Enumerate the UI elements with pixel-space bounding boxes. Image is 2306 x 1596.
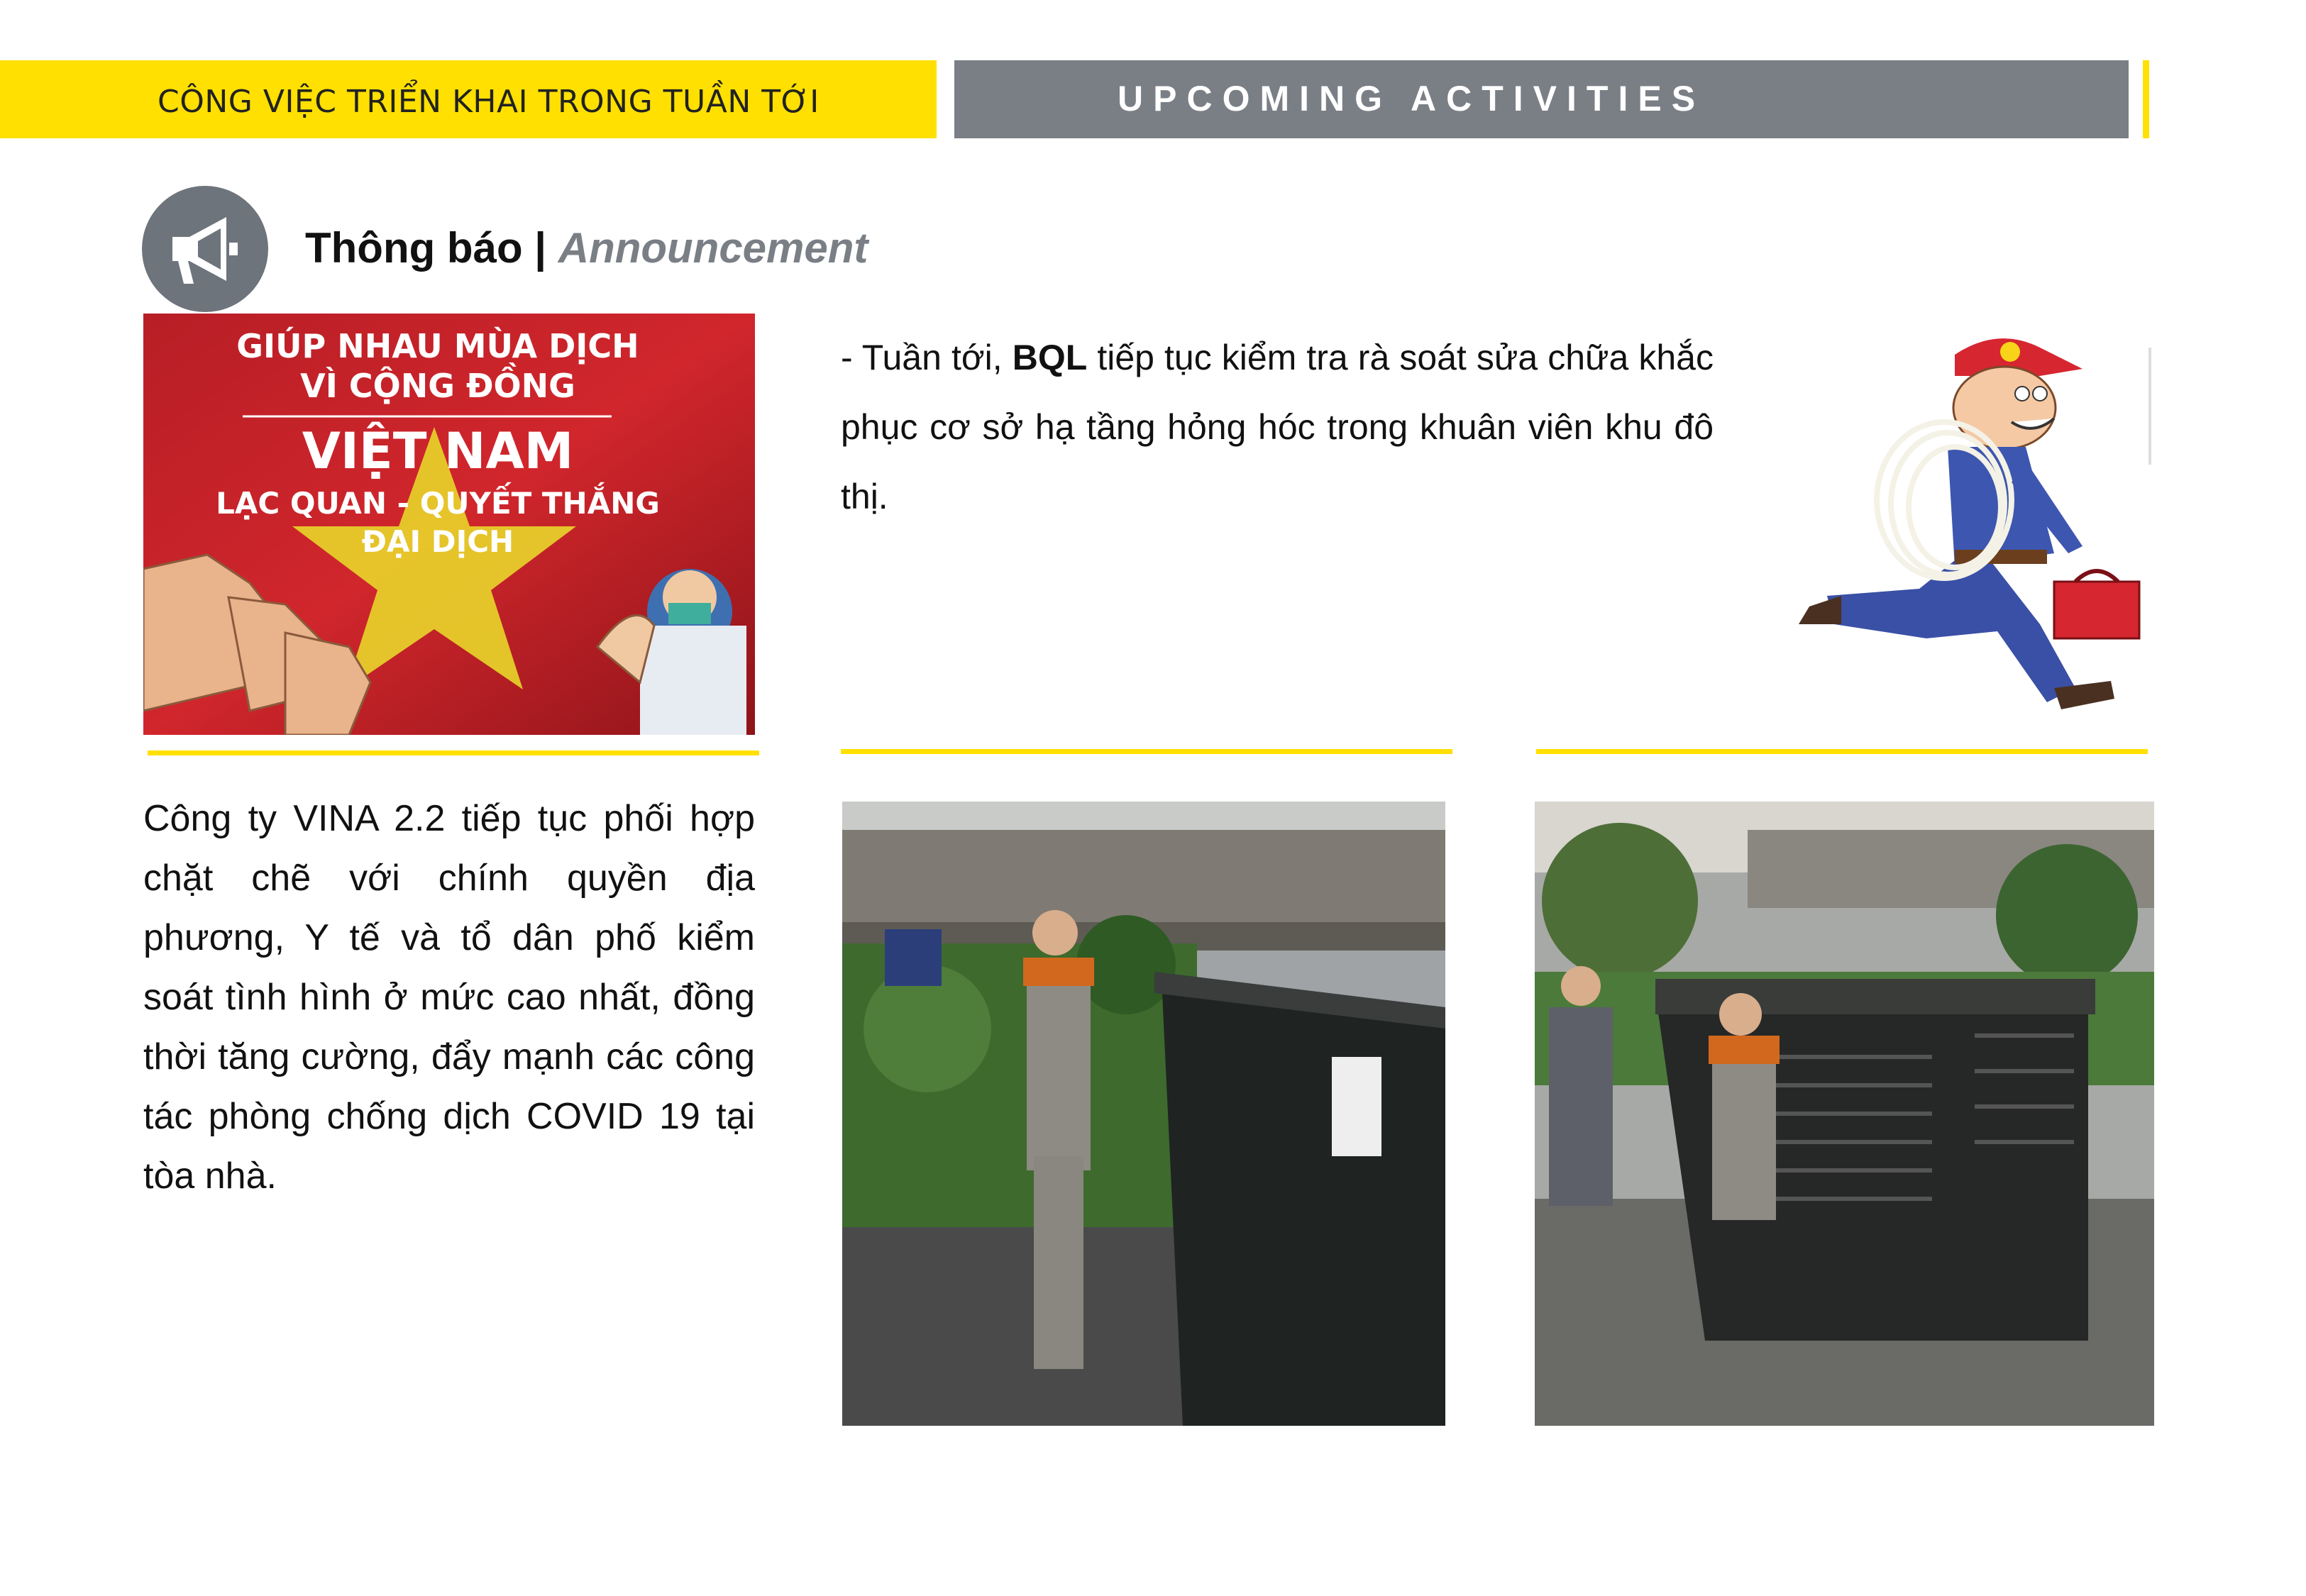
- header-left-title: CÔNG VIỆC TRIỂN KHAI TRONG TUẦN TỚI: [158, 84, 820, 120]
- header-accent-tick: [2143, 60, 2149, 138]
- worker-cartoon-image: [1742, 326, 2153, 738]
- megaphone-icon: [142, 186, 268, 312]
- company-text: Công ty VINA 2.2 tiếp tục phối hợp chặt chẽ với chính quyền địa phương, Y tế và tổ dân phố kiểm soát tình hình ở mức cao nhất, đồng thời tăng cường, đẩy mạnh các công tác phòng chống dịch COVID 19 tại tòa nhà.: [143, 798, 755, 1197]
- separator-right: [1536, 749, 2148, 754]
- notice-prefix: - Tuần tới,: [841, 338, 1013, 377]
- notice-text: [841, 323, 1714, 531]
- notice-suffix: tiếp tục kiểm tra rà soát sửa chữa khắc phục cơ sở hạ tầng hỏng hóc trong khuân viên khu đô thị.: [841, 338, 1714, 516]
- poster-line-1: GIÚP NHAU MÙA DỊCH: [236, 327, 639, 365]
- maintenance-photo-2: [1535, 802, 2154, 1426]
- maintenance-photo-1: [842, 802, 1445, 1426]
- poster-line-4: LẠC QUAN - QUYẾT THẮNG: [216, 486, 660, 521]
- section-title-separator: |: [522, 224, 558, 272]
- covid-poster-image: [143, 314, 755, 735]
- notice-bold: BQL: [1012, 338, 1088, 377]
- edge-mark: [2148, 348, 2151, 465]
- section-title-en: Announcement: [558, 224, 868, 272]
- poster-line-3: VIỆT NAM: [302, 422, 574, 480]
- poster-line-2: VÌ CỘNG ĐỒNG: [300, 367, 575, 405]
- header-right-title: UPCOMING ACTIVITIES: [1118, 79, 1706, 118]
- separator-middle: [841, 749, 1452, 754]
- poster-line-5: ĐẠI DỊCH: [361, 524, 514, 559]
- section-title-vi: Thông báo: [305, 224, 523, 272]
- section-title: [305, 223, 868, 272]
- separator-left: [148, 750, 759, 755]
